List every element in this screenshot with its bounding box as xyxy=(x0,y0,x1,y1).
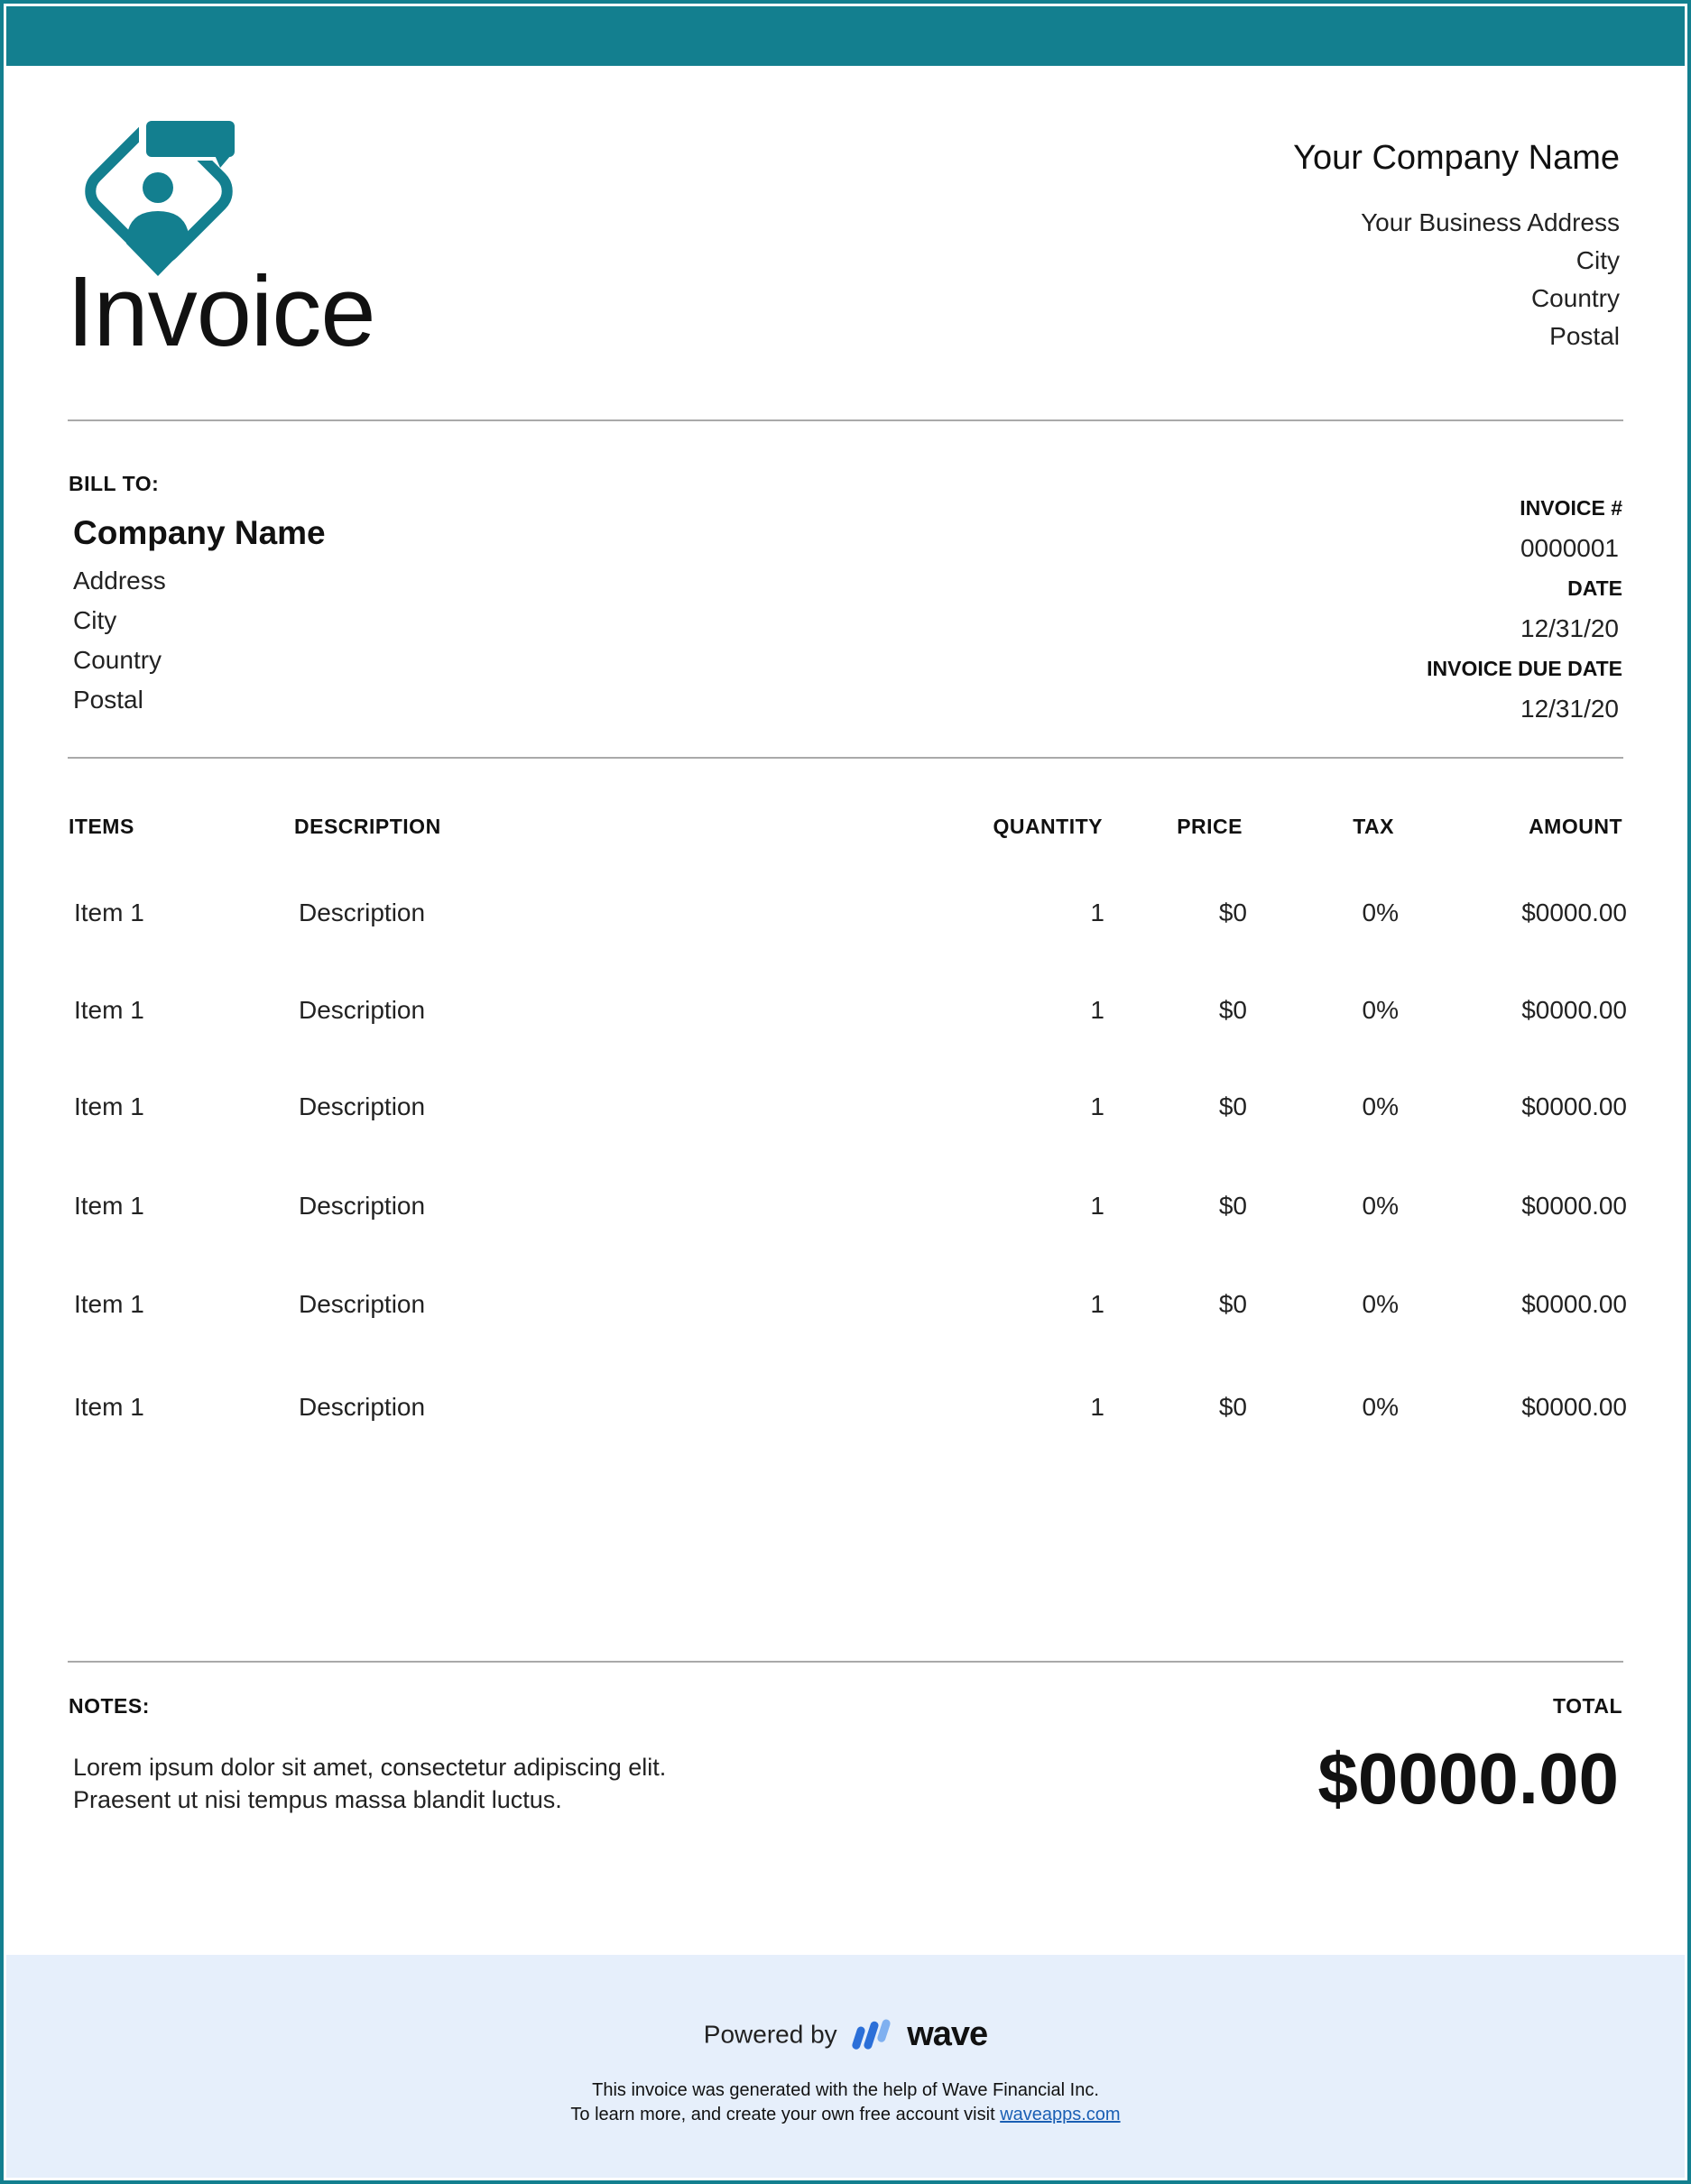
item-cell: Item 1 xyxy=(74,1393,144,1421)
quantity-cell: 1 xyxy=(1090,996,1104,1024)
invoice-meta-block xyxy=(1427,488,1622,729)
due-date-label: INVOICE DUE DATE xyxy=(1427,657,1622,680)
total-label: TOTAL xyxy=(1552,1694,1622,1718)
powered-by-label: Powered by xyxy=(703,2020,837,2049)
description-cell: Description xyxy=(299,898,426,926)
footer-line-prefix: To learn more, and create your own free account visit xyxy=(570,2105,995,2124)
price-cell: $0 xyxy=(1218,1192,1247,1220)
header-divider xyxy=(68,419,1623,421)
price-cell: $0 xyxy=(1218,1393,1247,1421)
column-header-tax: TAX xyxy=(1353,815,1394,838)
waveapps-link[interactable]: waveapps.com xyxy=(1000,2105,1121,2124)
invoice-date: 12/31/20 xyxy=(1520,614,1619,642)
powered-by xyxy=(6,2015,1685,2054)
column-header-price: PRICE xyxy=(1177,815,1243,838)
notes-line: Lorem ipsum dolor sit amet, consectetur adipiscing elit. xyxy=(73,1754,667,1781)
column-header-amount: AMOUNT xyxy=(1529,815,1622,838)
sender-company-name: Your Company Name xyxy=(1293,139,1620,177)
notes-line: Praesent ut nisi tempus massa blandit luctus. xyxy=(73,1786,562,1813)
table-row xyxy=(4,1188,1691,1224)
bill-to-block xyxy=(69,472,326,720)
bill-to-company: Company Name xyxy=(73,514,326,551)
description-cell: Description xyxy=(299,1092,426,1120)
table-row xyxy=(4,1389,1691,1425)
top-accent-bar xyxy=(6,6,1685,66)
tax-cell: 0% xyxy=(1362,1393,1399,1421)
amount-cell: $0000.00 xyxy=(1521,996,1627,1024)
amount-cell: $0000.00 xyxy=(1521,1192,1627,1220)
price-cell: $0 xyxy=(1218,1092,1247,1120)
item-cell: Item 1 xyxy=(74,1192,144,1220)
tax-cell: 0% xyxy=(1362,1290,1399,1318)
quantity-cell: 1 xyxy=(1090,1192,1104,1220)
sender-city: City xyxy=(1575,246,1620,274)
description-cell: Description xyxy=(299,996,426,1024)
date-label: DATE xyxy=(1567,576,1622,600)
price-cell: $0 xyxy=(1218,1290,1247,1318)
table-row xyxy=(4,1089,1691,1125)
bill-to-address: Address xyxy=(73,567,166,594)
bill-to-label: BILL TO: xyxy=(69,472,160,495)
sender-address: Your Business Address xyxy=(1361,208,1620,236)
tax-cell: 0% xyxy=(1362,898,1399,926)
sender-country: Country xyxy=(1530,284,1620,312)
item-cell: Item 1 xyxy=(74,996,144,1024)
description-cell: Description xyxy=(299,1393,426,1421)
item-cell: Item 1 xyxy=(74,898,144,926)
totals-divider xyxy=(68,1661,1623,1663)
footer-text xyxy=(6,2078,1685,2127)
footer-line: This invoice was generated with the help of Wave Financial Inc. xyxy=(592,2080,1099,2100)
bill-to-city: City xyxy=(73,606,117,634)
footer-line-2 xyxy=(6,2103,1685,2127)
quantity-cell: 1 xyxy=(1090,898,1104,926)
description-cell: Description xyxy=(299,1192,426,1220)
bill-to-divider xyxy=(68,757,1623,759)
column-header-description: DESCRIPTION xyxy=(294,815,441,838)
description-cell: Description xyxy=(299,1290,426,1318)
column-header-items: ITEMS xyxy=(69,815,134,838)
wave-logo-icon xyxy=(851,2017,894,2053)
bill-to-country: Country xyxy=(73,646,162,674)
item-cell: Item 1 xyxy=(74,1290,144,1318)
tax-cell: 0% xyxy=(1362,996,1399,1024)
table-row xyxy=(4,895,1691,931)
amount-cell: $0000.00 xyxy=(1521,898,1627,926)
price-cell: $0 xyxy=(1218,898,1247,926)
notes-label: NOTES: xyxy=(69,1694,150,1718)
column-header-quantity: QUANTITY xyxy=(993,815,1103,838)
amount-cell: $0000.00 xyxy=(1521,1290,1627,1318)
invoice-title: Invoice xyxy=(67,256,375,367)
bill-to-postal: Postal xyxy=(73,686,143,714)
price-cell: $0 xyxy=(1218,996,1247,1024)
invoice-number-label: INVOICE # xyxy=(1520,496,1622,520)
tax-cell: 0% xyxy=(1362,1092,1399,1120)
amount-cell: $0000.00 xyxy=(1521,1092,1627,1120)
wave-brand-name: wave xyxy=(907,2015,988,2053)
tax-cell: 0% xyxy=(1362,1192,1399,1220)
quantity-cell: 1 xyxy=(1090,1092,1104,1120)
sender-company-block xyxy=(1293,141,1620,355)
total-amount: $0000.00 xyxy=(1317,1738,1619,1819)
sender-postal: Postal xyxy=(1549,322,1620,350)
quantity-cell: 1 xyxy=(1090,1290,1104,1318)
amount-cell: $0000.00 xyxy=(1521,1393,1627,1421)
footer xyxy=(6,1955,1685,2178)
notes-text xyxy=(73,1751,885,1816)
table-row xyxy=(4,992,1691,1028)
invoice-number: 0000001 xyxy=(1520,534,1619,562)
invoice-due-date: 12/31/20 xyxy=(1520,695,1619,723)
quantity-cell: 1 xyxy=(1090,1393,1104,1421)
item-cell: Item 1 xyxy=(74,1092,144,1120)
table-row xyxy=(4,1286,1691,1322)
